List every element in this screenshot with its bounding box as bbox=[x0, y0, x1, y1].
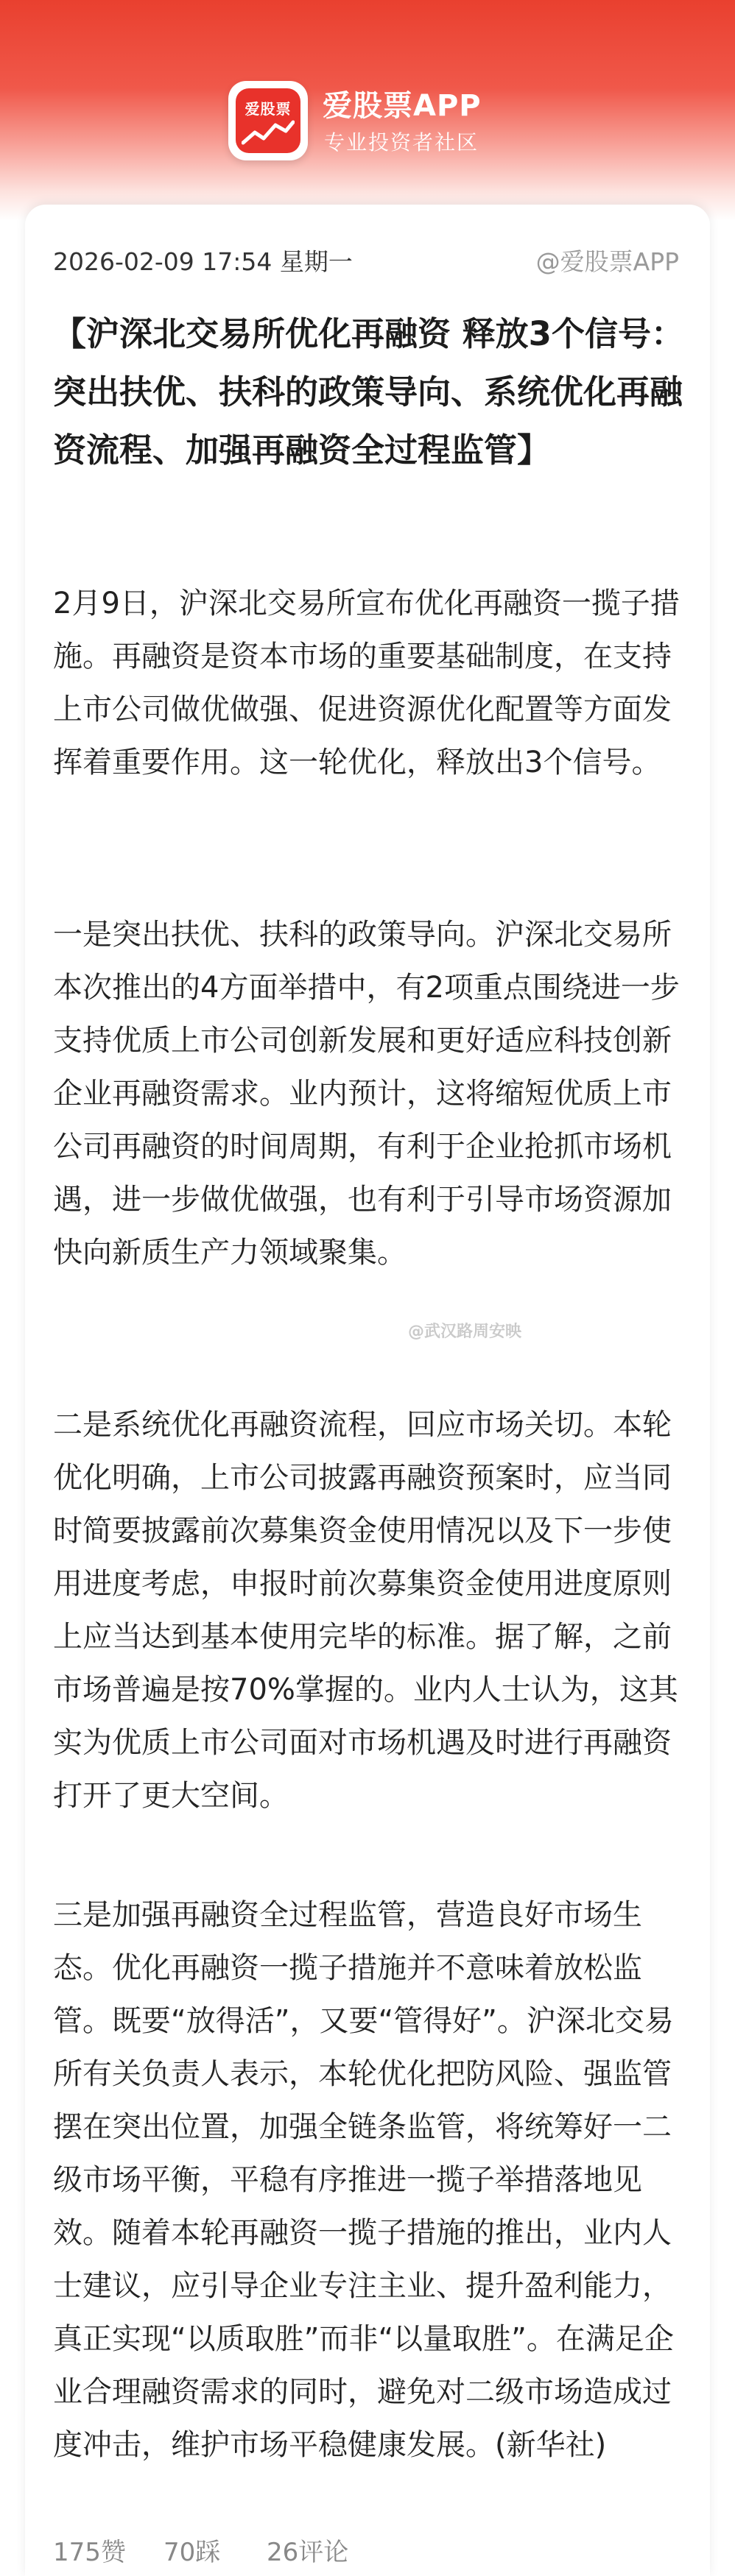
app-name: 爱股票APP bbox=[323, 89, 482, 123]
image-watermark: @武汉路周安映 bbox=[408, 1323, 522, 1341]
article-paragraph-2: 一是突出扶优、扶科的政策导向。沪深北交易所本次推出的4方面举措中，有2项重点围绕进一步支持优质上市公司创新发展和更好适应科技创新企业再融资需求。业内预计，这将缩短优质上市公司再融资的时间周期，有利于企业抢抓市场机遇，进一步做优做强，也有利于引导市场资源加快向新质生产力领域聚集。 bbox=[53, 918, 680, 1270]
trend-chart-icon bbox=[242, 118, 295, 147]
article-paragraph-3: 二是系统优化再融资流程，回应市场关切。本轮优化明确，上市公司披露再融资预案时，应当同时简要披露前次募集资金使用情况以及下一步使用进度考虑，申报时前次募集资金使用进度原则上应当达到基本使用完毕的标准。据了解，之前市场普遍是按70%掌握的。业内人士认为，这其实为优质上市公司面对市场机遇及时进行再融资打开了更大空间。 bbox=[53, 1408, 678, 1813]
dislike-count[interactable]: 70踩 bbox=[163, 2538, 221, 2567]
article-paragraph-1: 2月9日，沪深北交易所宣布优化再融资一揽子措施。再融资是资本市场的重要基础制度，在支持上市公司做优做强、促进资源优化配置等方面发挥着重要作用。这一轮优化，释放出3个信号。 bbox=[53, 587, 680, 779]
comment-count[interactable]: 26评论 bbox=[267, 2538, 349, 2567]
like-count[interactable]: 175赞 bbox=[53, 2538, 126, 2567]
app-logo-text: 爱股票 bbox=[245, 100, 292, 118]
post-source-handle[interactable]: @爱股票APP bbox=[535, 247, 679, 276]
app-logo-badge bbox=[236, 88, 300, 153]
post-datetime: 2026-02-09 17:54 星期一 bbox=[53, 247, 353, 276]
app-header bbox=[0, 0, 735, 199]
app-slogan: 专业投资者社区 bbox=[324, 130, 479, 155]
article-paragraph-4: 三是加强再融资全过程监管，营造良好市场生态。优化再融资一揽子措施并不意味着放松监管。既要“放得活”，又要“管得好”。沪深北交易所有关负责人表示，本轮优化把防风险、强监管摆在突出位置，加强全链条监管，将统筹好一二级市场平衡，平稳有序推进一揽子举措落地见效。随着本轮再融资一揽子措施的推出，业内人士建议，应引导企业专注主业、提升盈利能力，真正实现“以质取胜”而非“以量取胜”。在满足企业合理融资需求的同时，避免对二级市场造成过度冲击，维护市场平稳健康发展。(新华社) bbox=[53, 1898, 674, 2462]
post-meta bbox=[53, 243, 679, 276]
app-logo bbox=[228, 81, 308, 160]
post-card bbox=[25, 205, 710, 2576]
article-title: 【沪深北交易所优化再融资 释放3个信号：突出扶优、扶科的政策导向、系统优化再融资流程、加强再融资全过程监管】 bbox=[53, 314, 684, 470]
